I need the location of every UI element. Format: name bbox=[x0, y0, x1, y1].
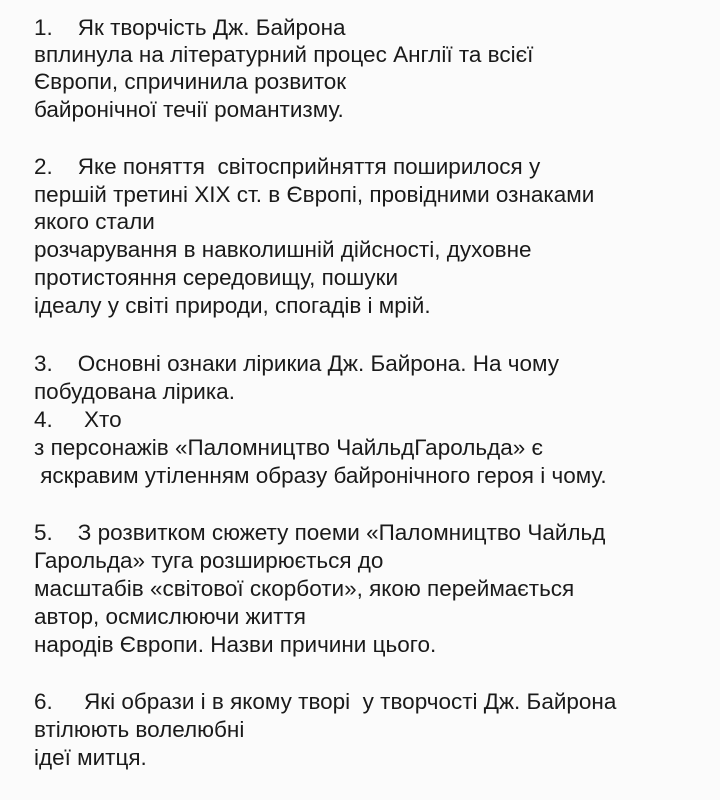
q5-line-3: масштабів «світової скорботи», якою переймається bbox=[34, 576, 575, 601]
q2-line-2: першій третині XIX ст. в Європі, провідними ознаками bbox=[34, 182, 595, 207]
q6-line-2: втілюють волелюбні bbox=[34, 717, 245, 742]
q2-line-4: розчарування в навколишній дійсності, духовне bbox=[34, 237, 532, 262]
q2-line-3: якого стали bbox=[34, 209, 155, 234]
q4-line-2: з персонажів «Паломництво ЧайльдГарольда» є bbox=[34, 435, 543, 460]
q2-line-5: протистояння середовищу, пошуки bbox=[34, 265, 399, 290]
q5-line-1: 5. З розвитком сюжету поеми «Паломництво Чайльд bbox=[34, 520, 606, 545]
q6-line-1: 6. Які образи і в якому творі у творчості Дж. Байрона bbox=[34, 689, 617, 714]
q5-line-2: Гарольда» туга розширюється до bbox=[34, 548, 384, 573]
q5-line-5: народів Європи. Назви причини цього. bbox=[34, 632, 437, 657]
q5-line-4: автор, осмислюючи життя bbox=[34, 604, 306, 629]
q3-line-2: побудована лірика. bbox=[34, 379, 235, 404]
q2-line-6: ідеалу у світі природи, спогадів і мрій. bbox=[34, 293, 431, 318]
q1-line-1: 1. Як творчість Дж. Байрона bbox=[34, 15, 346, 40]
q1-line-3: Європи, спричинила розвиток bbox=[34, 69, 347, 94]
q4-line-3: яскравим утіленням образу байронічного героя і чому. bbox=[34, 463, 607, 488]
q6-line-3: ідеї митця. bbox=[34, 745, 147, 770]
q2-line-1: 2. Яке поняття світосприйняття поширилося у bbox=[34, 154, 541, 179]
q1-line-2: вплинула на літературний процес Англії та всієї bbox=[34, 42, 534, 67]
q1-line-4: байронічної течії романтизму. bbox=[34, 97, 344, 122]
q3-line-1: 3. Основні ознаки лірикиа Дж. Байрона. На чому bbox=[34, 351, 559, 376]
q4-line-1: 4. Хто bbox=[34, 407, 122, 432]
